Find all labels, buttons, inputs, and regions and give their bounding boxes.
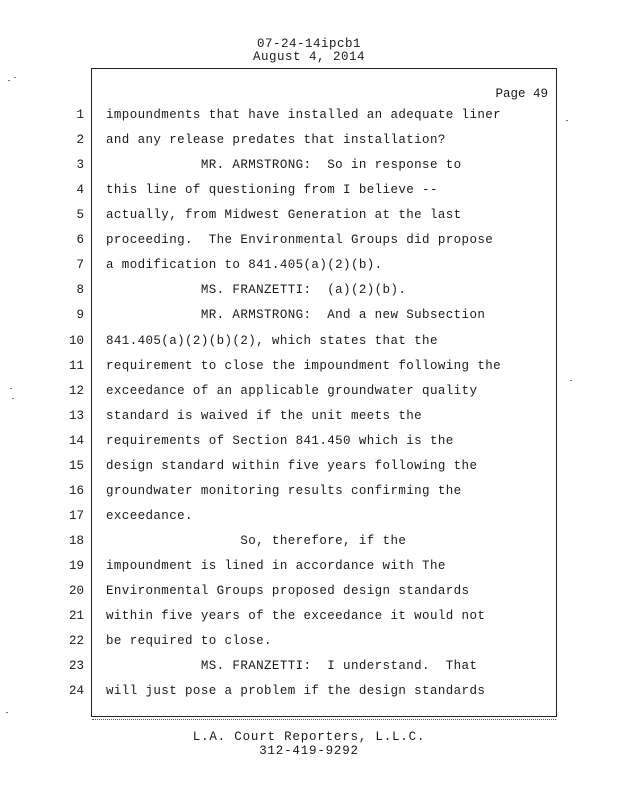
transcript-line: [0, 484, 618, 509]
transcript-line: [0, 584, 618, 609]
line-number: 7: [76, 258, 84, 273]
line-number: 11: [68, 358, 84, 373]
line-number: 5: [76, 208, 84, 223]
line-number: 3: [76, 158, 84, 173]
line-text: MR. ARMSTRONG: So in response to: [106, 158, 462, 173]
line-text: MR. ARMSTRONG: And a new Subsection: [106, 308, 486, 323]
line-number: 22: [68, 634, 84, 649]
transcript-line: [0, 659, 618, 684]
line-number: 18: [68, 533, 84, 548]
line-text: impoundment is lined in accordance with The: [106, 558, 446, 573]
transcript-line: [0, 384, 618, 409]
transcript-line: [0, 208, 618, 233]
transcript-line: [0, 684, 618, 709]
transcript-line: [0, 334, 618, 359]
line-number: 2: [76, 133, 84, 148]
transcript-line: [0, 183, 618, 208]
transcript-line: [0, 409, 618, 434]
line-number: 4: [76, 183, 84, 198]
court-reporter-phone: 312-419-9292: [259, 744, 359, 758]
line-number: 6: [76, 233, 84, 248]
line-number: 21: [68, 609, 84, 623]
line-text: Environmental Groups proposed design standards: [106, 584, 470, 598]
line-text: actually, from Midwest Generation at the last: [106, 208, 462, 223]
line-number: 9: [76, 308, 84, 323]
scan-speck: [14, 77, 16, 78]
line-text: will just pose a problem if the design standards: [106, 684, 486, 699]
line-text: a modification to 841.405(a)(2)(b).: [106, 258, 383, 273]
line-number: 17: [68, 508, 84, 523]
line-number: 20: [68, 584, 84, 598]
line-number: 13: [68, 408, 84, 423]
line-number: 23: [68, 659, 84, 674]
document-date: August 4, 2014: [252, 50, 366, 64]
transcript-line: [0, 609, 618, 634]
line-number: 19: [68, 558, 84, 573]
transcript-line: [0, 509, 618, 534]
line-text: impoundments that have installed an adequate liner: [106, 108, 502, 122]
scan-speck: [8, 80, 10, 81]
transcript-line: [0, 559, 618, 584]
line-number: 24: [68, 684, 84, 699]
scan-speck: [12, 398, 14, 399]
line-text: MS. FRANZETTI: (a)(2)(b).: [106, 283, 407, 298]
scan-speck: [566, 120, 568, 121]
line-number: 15: [68, 458, 84, 473]
line-text: standard is waived if the unit meets the: [106, 408, 423, 423]
line-text: 841.405(a)(2)(b)(2), which states that the: [106, 333, 438, 348]
line-text: this line of questioning from I believe --: [106, 183, 438, 198]
line-number: 14: [68, 433, 84, 448]
page-number: Page 49: [495, 87, 548, 101]
line-text: So, therefore, if the: [106, 533, 407, 548]
line-number: 1: [76, 108, 84, 122]
line-text: design standard within five years following the: [106, 458, 478, 473]
line-text: proceeding. The Environmental Groups did propose: [106, 233, 494, 248]
line-text: requirement to close the impoundment following the: [106, 358, 502, 373]
court-reporter-name: L.A. Court Reporters, L.L.C.: [192, 730, 426, 744]
line-text: MS. FRANZETTI: I understand. That: [106, 659, 478, 674]
scan-speck: [10, 388, 12, 389]
line-text: requirements of Section 841.450 which is the: [106, 433, 454, 448]
line-number: 12: [68, 383, 84, 398]
line-text: and any release predates that installation?: [106, 133, 446, 148]
document-id: 07-24-14ipcb1: [256, 37, 362, 51]
line-text: exceedance.: [106, 508, 193, 523]
transcript-line: [0, 534, 618, 559]
line-text: be required to close.: [106, 634, 272, 649]
line-number: 10: [68, 333, 84, 348]
transcript-line: [0, 459, 618, 484]
transcript-line: [0, 634, 618, 659]
transcript-line: [0, 283, 618, 308]
line-number: 16: [68, 483, 84, 498]
transcript-line: [0, 434, 618, 459]
line-text: within five years of the exceedance it would not: [106, 609, 486, 623]
transcript-line: [0, 308, 618, 333]
transcript-line: [0, 359, 618, 384]
line-number: 8: [76, 283, 84, 298]
scan-speck: [570, 380, 572, 381]
transcript-line: [0, 133, 618, 158]
scan-speck: [6, 712, 8, 713]
transcript-line: [0, 258, 618, 283]
transcript-line: [0, 108, 618, 133]
transcript-line: [0, 158, 618, 183]
line-text: groundwater monitoring results confirming the: [106, 483, 462, 498]
line-text: exceedance of an applicable groundwater quality: [106, 383, 478, 398]
transcript-line: [0, 233, 618, 258]
